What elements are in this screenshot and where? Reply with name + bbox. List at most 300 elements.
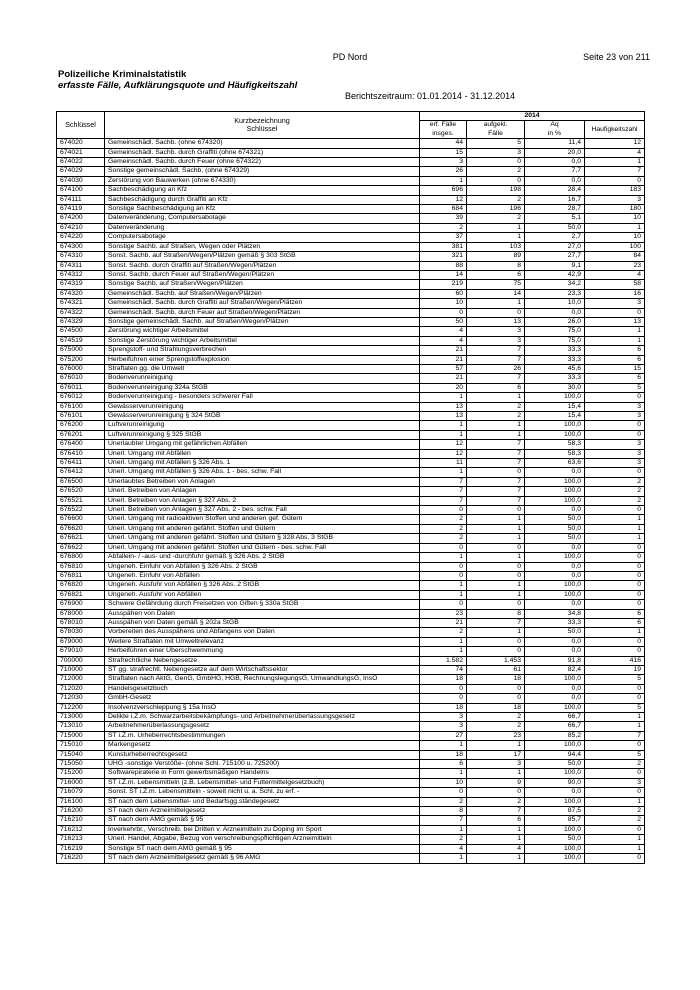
table-row: [57, 317, 645, 326]
cell-frequency: 1: [585, 844, 645, 853]
cell-description: Weitere Straftaten mit Umweltrelevanz: [105, 637, 420, 646]
reporting-period: Berichtszeitraum: 01.01.2014 - 31.12.2014: [345, 91, 516, 101]
cell-cases: 20: [420, 383, 467, 392]
table-row: [57, 571, 645, 580]
cell-clearance-rate: 100,0: [525, 675, 585, 684]
cell-frequency: 4: [585, 148, 645, 157]
cell-description: Zerstörung wichtiger Arbeitsmittel: [105, 327, 420, 336]
cell-cases: 37: [420, 233, 467, 242]
cell-cases: 18: [420, 675, 467, 684]
cell-solved: 1: [467, 854, 525, 863]
cell-description: Handelsgesetzbuch: [105, 684, 420, 693]
cell-cases: 13: [420, 402, 467, 411]
cell-frequency: 0: [585, 741, 645, 750]
cell-frequency: 1: [585, 713, 645, 722]
table-row: [57, 553, 645, 562]
cell-description: Sachbeschädigung an Kfz: [105, 186, 420, 195]
cell-description: Ungeneh. Einfuhr von Abfällen § 326 Abs. 2 StGB: [105, 562, 420, 571]
table-row: [57, 430, 645, 439]
cell-key: 715200: [57, 769, 105, 778]
cell-cases: 50: [420, 317, 467, 326]
cell-description: Sonst. Sachb. durch Graffiti auf Straßen/Wegen/Plätzen: [105, 261, 420, 270]
table-row: [57, 515, 645, 524]
cell-key: 674329: [57, 317, 105, 326]
cell-cases: 21: [420, 374, 467, 383]
table-row: [57, 524, 645, 533]
cell-frequency: 6: [585, 346, 645, 355]
cell-frequency: 6: [585, 355, 645, 364]
cell-clearance-rate: 7,7: [525, 167, 585, 176]
cell-cases: 6: [420, 760, 467, 769]
cell-key: 674519: [57, 336, 105, 345]
table-row: [57, 769, 645, 778]
cell-description: Sonstige gemeinschädl. Sachb. auf Straßen/Wegen/Plätzen: [105, 317, 420, 326]
cell-frequency: 4: [585, 270, 645, 279]
cell-frequency: 3: [585, 449, 645, 458]
cell-clearance-rate: 100,0: [525, 487, 585, 496]
cell-clearance-rate: 82,4: [525, 665, 585, 674]
cell-key: 674311: [57, 261, 105, 270]
cell-key: 674021: [57, 148, 105, 157]
cell-frequency: 5: [585, 675, 645, 684]
table-row: [57, 713, 645, 722]
cell-clearance-rate: 5,1: [525, 214, 585, 223]
cell-key: 676010: [57, 374, 105, 383]
cell-frequency: 2: [585, 496, 645, 505]
table-row: [57, 590, 645, 599]
cell-frequency: 2: [585, 816, 645, 825]
cell-clearance-rate: 0,0: [525, 308, 585, 317]
table-row: [57, 393, 645, 402]
table-row: [57, 647, 645, 656]
cell-cases: 696: [420, 186, 467, 195]
cell-clearance-rate: 33,3: [525, 374, 585, 383]
cell-solved: 0: [467, 543, 525, 552]
cell-clearance-rate: 0,0: [525, 684, 585, 693]
table-row: [57, 741, 645, 750]
cell-frequency: 0: [585, 468, 645, 477]
table-row: [57, 778, 645, 787]
cell-solved: 196: [467, 205, 525, 214]
cell-description: ST i.Z.m. Urheberrechtsbestimmungen: [105, 731, 420, 740]
cell-cases: 0: [420, 562, 467, 571]
cell-cases: 2: [420, 797, 467, 806]
cell-description: Gewässerverunreinigung § 324 StGB: [105, 412, 420, 421]
cell-clearance-rate: 0,0: [525, 647, 585, 656]
column-header-frequency: Haufigkeitszahl: [585, 121, 645, 139]
cell-clearance-rate: 34,2: [525, 280, 585, 289]
column-header-clearance-rate-text: Aq in %: [547, 121, 562, 137]
cell-frequency: 58: [585, 280, 645, 289]
cell-key: 674200: [57, 214, 105, 223]
table-row: [57, 534, 645, 543]
cell-clearance-rate: 100,0: [525, 477, 585, 486]
cell-description: Arbeitnehmerüberlassungsgesetz: [105, 722, 420, 731]
cell-clearance-rate: 33,3: [525, 618, 585, 627]
cell-description: Inverkehrbr., Verschreib. bei Dritten v. Arzneimitteln zu Doping im Sport: [105, 825, 420, 834]
cell-key: 676800: [57, 553, 105, 562]
cell-cases: 12: [420, 449, 467, 458]
table-row: [57, 487, 645, 496]
cell-solved: 7: [467, 487, 525, 496]
table-row: [57, 223, 645, 232]
cell-frequency: 3: [585, 778, 645, 787]
cell-frequency: 7: [585, 167, 645, 176]
cell-frequency: 0: [585, 769, 645, 778]
cell-description: Sonst. Sachb. auf Straßen/Wegen/Plätzen gemäß § 303 StGB: [105, 252, 420, 261]
cell-clearance-rate: 15,4: [525, 402, 585, 411]
table-row: [57, 176, 645, 185]
cell-description: Gemeinschädl. Sachb. durch Feuer (ohne 674322): [105, 158, 420, 167]
cell-solved: 3: [467, 327, 525, 336]
cell-key: 715000: [57, 731, 105, 740]
cell-solved: 18: [467, 675, 525, 684]
cell-clearance-rate: 27,7: [525, 252, 585, 261]
cell-solved: 18: [467, 703, 525, 712]
cell-solved: 1: [467, 769, 525, 778]
table-row: [57, 383, 645, 392]
column-header-description-text: Kurzbezeichnung Schlüssel: [234, 115, 290, 134]
cell-description: Straftaten nach AktG, GenG, GmbHG, HGB, RechnungslegungsG, UmwandlungsG, InsO: [105, 675, 420, 684]
cell-solved: 1.453: [467, 656, 525, 665]
cell-solved: 61: [467, 665, 525, 674]
cell-cases: 21: [420, 618, 467, 627]
table-row: [57, 722, 645, 731]
column-header-cases-text: erf. Fälle insges.: [429, 121, 457, 137]
cell-cases: 18: [420, 703, 467, 712]
cell-description: Unerl. Betreiben von Anlagen § 327 Abs. 2 - bes. schw. Fall: [105, 506, 420, 515]
cell-solved: 17: [467, 750, 525, 759]
cell-frequency: 3: [585, 195, 645, 204]
cell-clearance-rate: 50,0: [525, 628, 585, 637]
cell-key: 676410: [57, 449, 105, 458]
cell-solved: 6: [467, 816, 525, 825]
table-row: [57, 158, 645, 167]
cell-description: ST nach dem Arzneimittelgesetz gemäß § 96 AMG: [105, 854, 420, 863]
cell-key: 676400: [57, 440, 105, 449]
cell-frequency: 0: [585, 788, 645, 797]
cell-frequency: 5: [585, 703, 645, 712]
cell-cases: 1: [420, 553, 467, 562]
cell-key: 676820: [57, 581, 105, 590]
cell-frequency: 5: [585, 750, 645, 759]
cell-frequency: 1: [585, 722, 645, 731]
cell-cases: 2: [420, 223, 467, 232]
cell-frequency: 2: [585, 477, 645, 486]
table-row: [57, 280, 645, 289]
cell-frequency: 6: [585, 374, 645, 383]
cell-clearance-rate: 0,0: [525, 543, 585, 552]
table-row: [57, 656, 645, 665]
table-row: [57, 167, 645, 176]
cell-description: Ausspähen von Daten gemäß § 202a StGB: [105, 618, 420, 627]
cell-solved: 0: [467, 562, 525, 571]
cell-clearance-rate: 26,0: [525, 317, 585, 326]
cell-cases: 1: [420, 854, 467, 863]
cell-description: Bodenverunreinigung: [105, 374, 420, 383]
cell-clearance-rate: 63,6: [525, 459, 585, 468]
cell-clearance-rate: 0,0: [525, 158, 585, 167]
cell-key: 674100: [57, 186, 105, 195]
cell-description: Bodenverunreinigung - besonders schwerer Fall: [105, 393, 420, 402]
cell-frequency: 6: [585, 618, 645, 627]
cell-cases: 0: [420, 543, 467, 552]
cell-solved: 26: [467, 364, 525, 373]
cell-solved: 7: [467, 496, 525, 505]
cell-key: 676620: [57, 524, 105, 533]
cell-solved: 0: [467, 176, 525, 185]
cell-frequency: 0: [585, 430, 645, 439]
cell-cases: 0: [420, 600, 467, 609]
cell-clearance-rate: 0,0: [525, 694, 585, 703]
cell-solved: 0: [467, 571, 525, 580]
cell-key: 676522: [57, 506, 105, 515]
cell-description: ST i.Z.m. Lebensmitteln (z.B. Lebensmittel- und Futtermittelgesetzbuch): [105, 778, 420, 787]
cell-description: UHG -sonstige Verstöße- (ohne Schl. 715100 u. 725200): [105, 760, 420, 769]
cell-solved: 0: [467, 506, 525, 515]
cell-clearance-rate: 9,1: [525, 261, 585, 270]
cell-frequency: 0: [585, 393, 645, 402]
cell-key: 674300: [57, 242, 105, 251]
cell-description: Vorbereiten des Ausspähens und Abfangens von Daten: [105, 628, 420, 637]
cell-clearance-rate: 2,7: [525, 233, 585, 242]
page-header-org: PD Nord: [332, 52, 368, 62]
cell-clearance-rate: 50,0: [525, 223, 585, 232]
cell-frequency: 3: [585, 299, 645, 308]
cell-frequency: 100: [585, 242, 645, 251]
table-row: [57, 449, 645, 458]
cell-cases: 7: [420, 477, 467, 486]
cell-frequency: 1: [585, 524, 645, 533]
cell-clearance-rate: 27,0: [525, 242, 585, 251]
cell-cases: 7: [420, 816, 467, 825]
cell-solved: 0: [467, 468, 525, 477]
cell-cases: 1: [420, 393, 467, 402]
cell-key: 676500: [57, 477, 105, 486]
cell-clearance-rate: 100,0: [525, 590, 585, 599]
cell-clearance-rate: 16,7: [525, 195, 585, 204]
cell-cases: 39: [420, 214, 467, 223]
cell-frequency: 2: [585, 487, 645, 496]
cell-cases: 11: [420, 459, 467, 468]
cell-clearance-rate: 100,0: [525, 581, 585, 590]
cell-solved: 3: [467, 336, 525, 345]
table-row: [57, 289, 645, 298]
cell-cases: 1: [420, 590, 467, 599]
table-row: [57, 242, 645, 251]
cell-frequency: 1: [585, 628, 645, 637]
cell-cases: 2: [420, 628, 467, 637]
cell-key: 716079: [57, 788, 105, 797]
cell-clearance-rate: 10,0: [525, 299, 585, 308]
cell-solved: 198: [467, 186, 525, 195]
cell-clearance-rate: 15,4: [525, 412, 585, 421]
cell-frequency: 13: [585, 317, 645, 326]
cell-description: Sonstige gemeinschädl. Sachb. (ohne 674329): [105, 167, 420, 176]
table-row: [57, 807, 645, 816]
cell-key: 676101: [57, 412, 105, 421]
cell-frequency: 0: [585, 854, 645, 863]
cell-description: Sonstige Sachbeschädigung an Kfz: [105, 205, 420, 214]
cell-solved: 103: [467, 242, 525, 251]
cell-key: 674320: [57, 289, 105, 298]
cell-key: 713000: [57, 713, 105, 722]
cell-description: Ungeneh. Ausfuhr von Abfällen: [105, 590, 420, 599]
cell-key: 674022: [57, 158, 105, 167]
cell-description: Unerl. Umgang mit Abfällen § 326 Abs. 1 - bes. schw. Fall: [105, 468, 420, 477]
cell-solved: 7: [467, 374, 525, 383]
cell-frequency: 10: [585, 214, 645, 223]
report-title: Polizeiliche Kriminalstatistik: [58, 69, 187, 80]
table-row: [57, 459, 645, 468]
cell-clearance-rate: 50,0: [525, 524, 585, 533]
cell-solved: 1: [467, 223, 525, 232]
cell-clearance-rate: 100,0: [525, 421, 585, 430]
cell-frequency: 7: [585, 731, 645, 740]
cell-key: 674500: [57, 327, 105, 336]
cell-clearance-rate: 100,0: [525, 430, 585, 439]
table-row: [57, 835, 645, 844]
cell-solved: 6: [467, 383, 525, 392]
cell-solved: 7: [467, 618, 525, 627]
table-row: [57, 618, 645, 627]
cell-frequency: 0: [585, 543, 645, 552]
cell-solved: 8: [467, 261, 525, 270]
cell-solved: 1: [467, 825, 525, 834]
cell-frequency: 1: [585, 223, 645, 232]
cell-key: 716219: [57, 844, 105, 853]
cell-clearance-rate: 100,0: [525, 393, 585, 402]
cell-description: Gemeinschädl. Sachb. durch Feuer auf Straßen/Wegen/Plätzen: [105, 308, 420, 317]
cell-solved: 1: [467, 430, 525, 439]
cell-solved: 89: [467, 252, 525, 261]
cell-frequency: 3: [585, 459, 645, 468]
cell-key: 676900: [57, 600, 105, 609]
cell-clearance-rate: 58,3: [525, 440, 585, 449]
cell-solved: 2: [467, 167, 525, 176]
cell-description: Gemeinschädl. Sachb. (ohne 674320): [105, 139, 420, 148]
cell-cases: 60: [420, 289, 467, 298]
cell-solved: 8: [467, 609, 525, 618]
cell-cases: 2: [420, 534, 467, 543]
cell-clearance-rate: 0,0: [525, 600, 585, 609]
cell-description: ST nach dem Arzneimittelgesetz: [105, 807, 420, 816]
table-row: [57, 402, 645, 411]
cell-frequency: 0: [585, 562, 645, 571]
column-header-description: [105, 112, 420, 139]
cell-description: Strafrechtliche Nebengesetze: [105, 656, 420, 665]
table-row: [57, 825, 645, 834]
cell-key: 676520: [57, 487, 105, 496]
table-row: [57, 854, 645, 863]
cell-clearance-rate: 11,4: [525, 139, 585, 148]
cell-solved: 75: [467, 280, 525, 289]
cell-cases: 219: [420, 280, 467, 289]
table-row: [57, 816, 645, 825]
cell-key: 715050: [57, 760, 105, 769]
cell-description: Unerl. Handel, Abgabe, Bezug von verschreibungspflichtigen Arzneimitteln: [105, 835, 420, 844]
cell-key: 674119: [57, 205, 105, 214]
cell-key: 716212: [57, 825, 105, 834]
cell-key: 710000: [57, 665, 105, 674]
cell-description: Markengesetz: [105, 741, 420, 750]
cell-solved: 7: [467, 477, 525, 486]
cell-key: 676411: [57, 459, 105, 468]
cell-key: 676412: [57, 468, 105, 477]
cell-frequency: 19: [585, 665, 645, 674]
cell-description: Sprengstoff- und Strahlungsverbrechen: [105, 346, 420, 355]
cell-solved: 7: [467, 346, 525, 355]
cell-key: 712000: [57, 675, 105, 684]
cell-cases: 74: [420, 665, 467, 674]
table-row: [57, 844, 645, 853]
column-header-year: 2014: [420, 112, 645, 121]
cell-key: 676622: [57, 543, 105, 552]
cell-clearance-rate: 0,0: [525, 788, 585, 797]
cell-description: Bodenverunreinigung 324a StGB: [105, 383, 420, 392]
table-row: [57, 205, 645, 214]
report-subtitle: erfasste Fälle, Aufklärungsquote und Häufigkeitszahl: [58, 80, 298, 91]
cell-description: Gemeinschädl. Sachb. auf Straßen/Wegen/Plätzen: [105, 289, 420, 298]
table-row: [57, 346, 645, 355]
cell-clearance-rate: 50,0: [525, 835, 585, 844]
cell-cases: 1: [420, 468, 467, 477]
cell-solved: 2: [467, 412, 525, 421]
cell-cases: 1: [420, 176, 467, 185]
cell-solved: 1: [467, 741, 525, 750]
cell-cases: 21: [420, 355, 467, 364]
cell-cases: 3: [420, 722, 467, 731]
cell-clearance-rate: 85,2: [525, 731, 585, 740]
cell-description: Unerl. Umgang mit radioaktiven Stoffen und anderen gef. Gütern: [105, 515, 420, 524]
cell-clearance-rate: 28,4: [525, 186, 585, 195]
cell-frequency: 84: [585, 252, 645, 261]
cell-clearance-rate: 100,0: [525, 703, 585, 712]
cell-solved: 14: [467, 289, 525, 298]
cell-cases: 88: [420, 261, 467, 270]
cell-clearance-rate: 100,0: [525, 496, 585, 505]
cell-key: 716100: [57, 797, 105, 806]
cell-key: 715010: [57, 741, 105, 750]
cell-frequency: 5: [585, 383, 645, 392]
cell-cases: 0: [420, 694, 467, 703]
cell-cases: 15: [420, 148, 467, 157]
cell-key: 716210: [57, 816, 105, 825]
table-row: [57, 214, 645, 223]
cell-clearance-rate: 0,0: [525, 562, 585, 571]
cell-solved: 2: [467, 797, 525, 806]
cell-description: Herbeiführen einer Überschwemmung: [105, 647, 420, 656]
cell-solved: 0: [467, 788, 525, 797]
table-row: [57, 336, 645, 345]
cell-key: 676821: [57, 590, 105, 599]
cell-clearance-rate: 0,0: [525, 637, 585, 646]
cell-clearance-rate: 23,3: [525, 289, 585, 298]
table-row: [57, 233, 645, 242]
cell-cases: 10: [420, 778, 467, 787]
cell-key: 676000: [57, 364, 105, 373]
table-body: [57, 139, 645, 863]
cell-description: Ungeneh. Einfuhr von Abfällen: [105, 571, 420, 580]
cell-solved: 13: [467, 317, 525, 326]
cell-cases: 12: [420, 440, 467, 449]
cell-clearance-rate: 34,8: [525, 609, 585, 618]
cell-frequency: 6: [585, 609, 645, 618]
cell-description: Delikte i.Z.m. Schwarzarbeitsbekämpfungs- und Arbeitnehmerüberlassungsgesetz: [105, 713, 420, 722]
cell-frequency: 183: [585, 186, 645, 195]
cell-description: Luftverunreinigung § 325 StGB: [105, 430, 420, 439]
table-row: [57, 703, 645, 712]
